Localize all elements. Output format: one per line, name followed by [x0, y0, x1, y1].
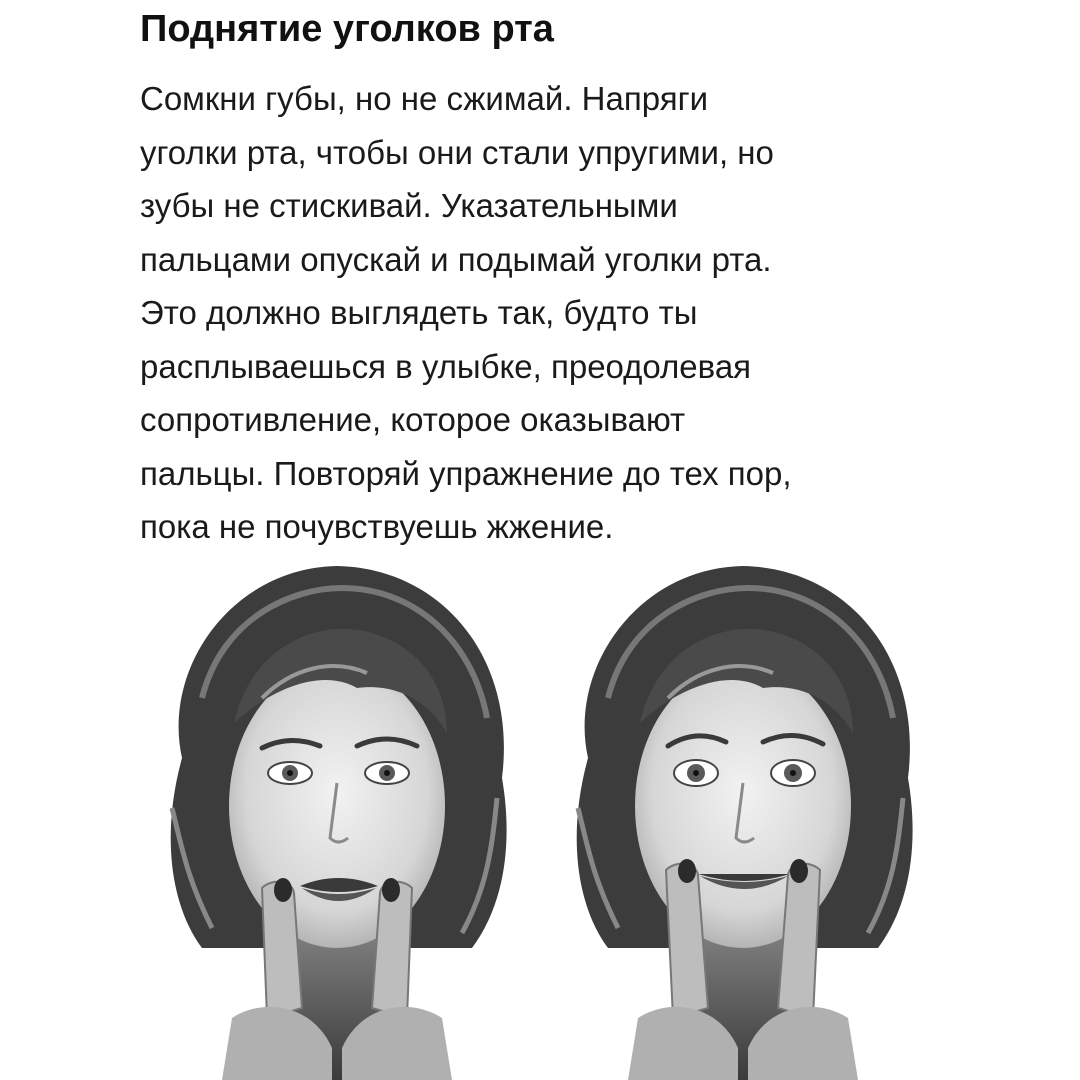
description-line: Сомкни губы, но не сжимай. Напряги: [140, 80, 709, 117]
description-line: зубы не стискивай. Указательными: [140, 187, 678, 224]
description-line: уголки рта, чтобы они стали упругими, но: [140, 133, 774, 171]
description-line: пальцы. Повторяй упражнение до тех пор,: [140, 454, 792, 492]
description-line: пока не почувствуешь жжение.: [140, 508, 614, 545]
description-line: пальцами опускай и подымай уголки рта.: [140, 240, 772, 278]
description-line: Это должно выглядеть так, будто ты: [140, 294, 698, 331]
face-illustration: [142, 548, 532, 1080]
exercise-photo-raised-corners: [548, 548, 938, 1080]
face-illustration: [548, 548, 938, 1080]
exercise-photo-lowered-corners: [142, 548, 532, 1080]
exercise-description: [140, 72, 1040, 554]
description-line: расплываешься в улыбке, преодолевая: [140, 347, 752, 385]
page-title: Поднятие уголков рта: [140, 8, 554, 50]
description-line: сопротивление, которое оказывают: [140, 401, 686, 438]
